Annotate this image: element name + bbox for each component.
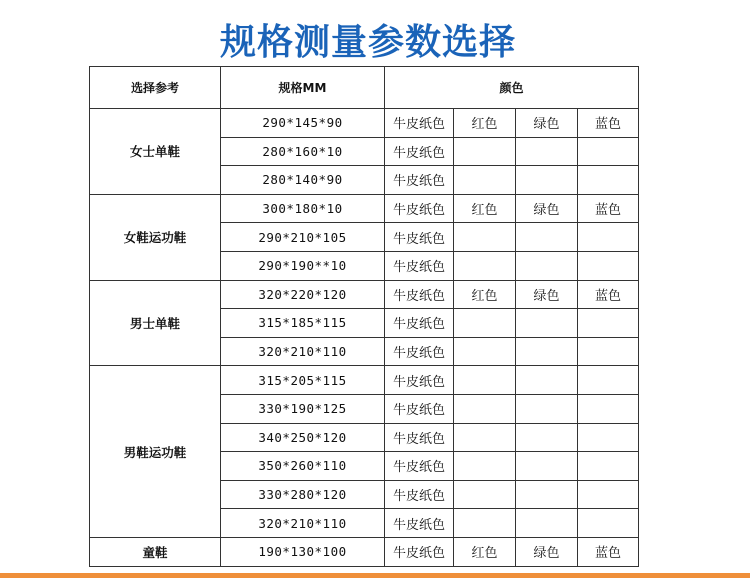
color-option-cell: 红色 xyxy=(454,109,516,138)
color-option-cell: 绿色 xyxy=(516,537,578,566)
category-cell: 男鞋运功鞋 xyxy=(90,366,221,538)
color-option-cell: 蓝色 xyxy=(578,194,639,223)
color-option-cell xyxy=(578,309,639,338)
header-category: 选择参考 xyxy=(90,67,221,109)
size-cell: 290*145*90 xyxy=(221,109,385,138)
bottom-accent-bar xyxy=(0,573,750,578)
header-color: 颜色 xyxy=(385,67,639,109)
category-cell: 童鞋 xyxy=(90,537,221,566)
color-option-cell xyxy=(516,337,578,366)
color-option-cell: 蓝色 xyxy=(578,280,639,309)
color-option-cell: 牛皮纸色 xyxy=(385,480,454,509)
color-option-cell: 红色 xyxy=(454,194,516,223)
size-cell: 315*185*115 xyxy=(221,309,385,338)
color-option-cell: 红色 xyxy=(454,280,516,309)
size-cell: 320*210*110 xyxy=(221,509,385,538)
size-cell: 350*260*110 xyxy=(221,452,385,481)
color-option-cell xyxy=(516,509,578,538)
color-option-cell xyxy=(578,452,639,481)
category-cell: 女鞋运功鞋 xyxy=(90,194,221,280)
color-option-cell xyxy=(578,166,639,195)
size-cell: 315*205*115 xyxy=(221,366,385,395)
color-option-cell: 蓝色 xyxy=(578,537,639,566)
color-option-cell xyxy=(578,337,639,366)
color-option-cell xyxy=(578,251,639,280)
color-option-cell: 牛皮纸色 xyxy=(385,280,454,309)
color-option-cell: 红色 xyxy=(454,537,516,566)
color-option-cell: 牛皮纸色 xyxy=(385,394,454,423)
color-option-cell xyxy=(454,309,516,338)
size-cell: 290*190**10 xyxy=(221,251,385,280)
color-option-cell: 牛皮纸色 xyxy=(385,137,454,166)
category-cell: 女士单鞋 xyxy=(90,109,221,195)
color-option-cell: 牛皮纸色 xyxy=(385,166,454,195)
color-option-cell: 牛皮纸色 xyxy=(385,223,454,252)
size-cell: 280*140*90 xyxy=(221,166,385,195)
color-option-cell xyxy=(454,480,516,509)
size-cell: 320*220*120 xyxy=(221,280,385,309)
spec-table xyxy=(89,66,639,567)
category-cell: 男士单鞋 xyxy=(90,280,221,366)
table-row xyxy=(90,537,639,566)
color-option-cell xyxy=(516,223,578,252)
color-option-cell xyxy=(454,452,516,481)
color-option-cell: 牛皮纸色 xyxy=(385,366,454,395)
color-option-cell xyxy=(516,137,578,166)
color-option-cell xyxy=(454,166,516,195)
color-option-cell: 绿色 xyxy=(516,280,578,309)
color-option-cell: 牛皮纸色 xyxy=(385,537,454,566)
color-option-cell: 牛皮纸色 xyxy=(385,309,454,338)
color-option-cell xyxy=(516,452,578,481)
color-option-cell xyxy=(516,309,578,338)
color-option-cell: 绿色 xyxy=(516,194,578,223)
color-option-cell xyxy=(454,223,516,252)
color-option-cell xyxy=(578,223,639,252)
color-option-cell: 牛皮纸色 xyxy=(385,194,454,223)
color-option-cell: 牛皮纸色 xyxy=(385,337,454,366)
table-row xyxy=(90,366,639,395)
color-option-cell xyxy=(516,480,578,509)
color-option-cell xyxy=(578,394,639,423)
color-option-cell xyxy=(516,423,578,452)
color-option-cell xyxy=(578,366,639,395)
color-option-cell: 牛皮纸色 xyxy=(385,452,454,481)
size-cell: 300*180*10 xyxy=(221,194,385,223)
page-title: 规格测量参数选择 xyxy=(219,22,516,63)
size-cell: 340*250*120 xyxy=(221,423,385,452)
header-row xyxy=(90,67,639,109)
header-size: 规格MM xyxy=(221,67,385,109)
color-option-cell xyxy=(578,509,639,538)
color-option-cell xyxy=(454,337,516,366)
color-option-cell xyxy=(516,394,578,423)
color-option-cell xyxy=(454,137,516,166)
size-cell: 190*130*100 xyxy=(221,537,385,566)
color-option-cell xyxy=(454,394,516,423)
color-option-cell: 绿色 xyxy=(516,109,578,138)
size-cell: 290*210*105 xyxy=(221,223,385,252)
size-cell: 320*210*110 xyxy=(221,337,385,366)
color-option-cell: 牛皮纸色 xyxy=(385,109,454,138)
color-option-cell: 牛皮纸色 xyxy=(385,423,454,452)
color-option-cell: 牛皮纸色 xyxy=(385,251,454,280)
color-option-cell xyxy=(454,509,516,538)
color-option-cell xyxy=(516,366,578,395)
table-row xyxy=(90,194,639,223)
color-option-cell xyxy=(578,137,639,166)
color-option-cell xyxy=(454,423,516,452)
size-cell: 330*280*120 xyxy=(221,480,385,509)
color-option-cell xyxy=(454,251,516,280)
color-option-cell xyxy=(454,366,516,395)
size-cell: 280*160*10 xyxy=(221,137,385,166)
color-option-cell xyxy=(578,480,639,509)
color-option-cell xyxy=(578,423,639,452)
table-row xyxy=(90,280,639,309)
color-option-cell xyxy=(516,166,578,195)
size-cell: 330*190*125 xyxy=(221,394,385,423)
color-option-cell: 蓝色 xyxy=(578,109,639,138)
color-option-cell xyxy=(516,251,578,280)
color-option-cell: 牛皮纸色 xyxy=(385,509,454,538)
table-row xyxy=(90,109,639,138)
